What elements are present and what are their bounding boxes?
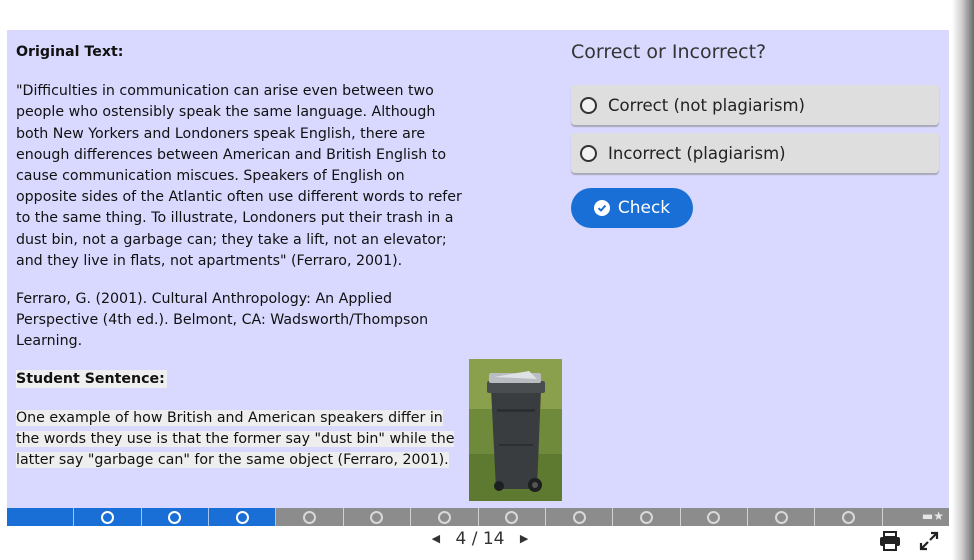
progress-segment[interactable] xyxy=(479,508,546,526)
progress-dot-icon xyxy=(505,511,518,524)
caret-left-icon[interactable]: ◀ xyxy=(431,532,441,545)
progress-dot-icon xyxy=(370,511,383,524)
progress-segment[interactable] xyxy=(276,508,343,526)
option-correct[interactable] xyxy=(571,85,939,125)
student-sentence-wrap xyxy=(16,408,466,472)
page-separator: / xyxy=(471,529,478,549)
finish-star-icon: ▬★ xyxy=(921,509,945,523)
progress-segment[interactable] xyxy=(411,508,478,526)
option-label: Incorrect (plagiarism) xyxy=(608,143,786,163)
student-sentence: One example of how British and American speakers differ in the words they use is that the former say "dust bin" while the latter say "garbage can" for the same object (Ferraro, 2001). xyxy=(16,409,455,469)
expand-icon[interactable] xyxy=(919,531,939,551)
progress-segment[interactable] xyxy=(209,508,276,526)
progress-dot-icon xyxy=(573,511,586,524)
pager xyxy=(0,529,960,549)
progress-segment[interactable] xyxy=(681,508,748,526)
progress-dot-icon xyxy=(303,511,316,524)
progress-dot-icon xyxy=(438,511,451,524)
source-panel xyxy=(16,42,466,471)
check-button[interactable] xyxy=(571,188,693,228)
page-current: 4 xyxy=(455,529,467,549)
option-label: Correct (not plagiarism) xyxy=(608,95,805,115)
check-circle-icon xyxy=(594,200,610,216)
wheelie-bin-photo xyxy=(469,359,562,501)
original-quote: "Difficulties in communication can arise even between two people who ostensibly speak the same language. Although both New Yorkers and Londoners speak English, there are enough differences between American and British English to cause communication miscues. Speakers of English on opposite sides of the Atlantic often use different words to refer to the same thing. To illustrate, Londoners put their trash in a dust bin, not a garbage can; they take a lift, not an elevator; and they live in flats, not apartments" (Ferraro, 2001). xyxy=(16,83,462,269)
window-edge-shadow xyxy=(952,0,974,560)
progress-dot-icon xyxy=(236,511,249,524)
student-sentence-heading-wrap xyxy=(16,369,466,390)
option-incorrect[interactable] xyxy=(571,133,939,173)
progress-bar xyxy=(7,508,949,526)
progress-segment-end[interactable] xyxy=(883,508,949,526)
progress-dot-icon xyxy=(101,511,114,524)
radio-empty-icon[interactable] xyxy=(580,145,597,162)
progress-dot-icon xyxy=(168,511,181,524)
original-text-heading: Original Text: xyxy=(16,44,124,60)
question-title: Correct or Incorrect? xyxy=(571,41,767,63)
progress-segment[interactable] xyxy=(546,508,613,526)
exercise-card xyxy=(7,30,949,508)
progress-segment[interactable] xyxy=(7,508,74,526)
print-icon[interactable] xyxy=(879,531,901,551)
progress-dot-icon xyxy=(640,511,653,524)
progress-segment[interactable] xyxy=(74,508,141,526)
progress-dot-icon xyxy=(707,511,720,524)
check-label: Check xyxy=(617,198,671,218)
progress-segment[interactable] xyxy=(815,508,882,526)
progress-dot-icon xyxy=(842,511,855,524)
progress-segment[interactable] xyxy=(142,508,209,526)
radio-empty-icon[interactable] xyxy=(580,97,597,114)
caret-right-icon[interactable]: ▶ xyxy=(519,532,529,545)
progress-segment[interactable] xyxy=(613,508,680,526)
citation: Ferraro, G. (2001). Cultural Anthropology: An Applied Perspective (4th ed.). Belmont, CA: Wadsworth/Thompson Learning. xyxy=(16,291,429,350)
progress-segment[interactable] xyxy=(748,508,815,526)
student-sentence-heading: Student Sentence: xyxy=(16,370,165,387)
page-total: 14 xyxy=(482,529,505,549)
progress-segment[interactable] xyxy=(344,508,411,526)
progress-dot-icon xyxy=(775,511,788,524)
